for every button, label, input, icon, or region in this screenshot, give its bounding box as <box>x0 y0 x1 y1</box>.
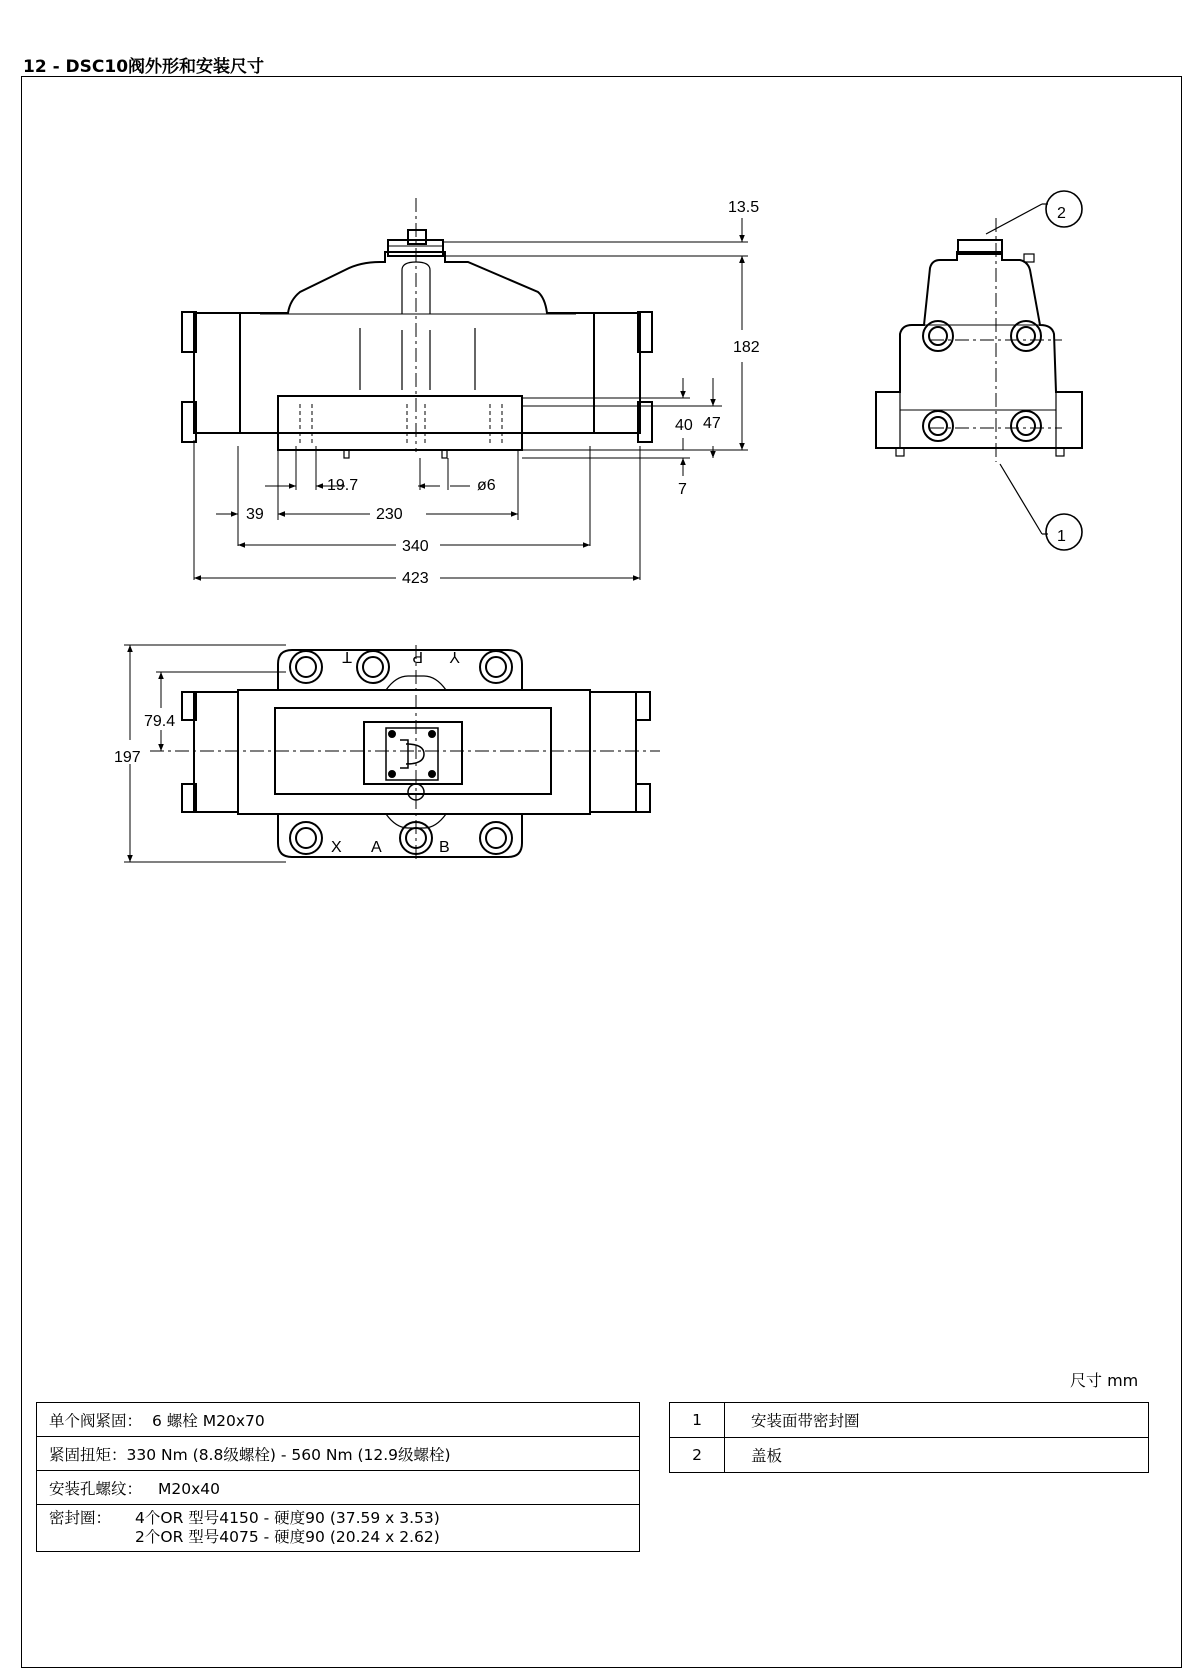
spec-label: 安装孔螺纹： <box>49 1479 143 1498</box>
port-label-a: A <box>371 839 382 856</box>
top-view <box>150 645 660 862</box>
spec-label: 密封圈： <box>49 1509 112 1527</box>
manufacturer-logo <box>400 740 424 768</box>
dim-40: 40 <box>675 417 693 434</box>
dim-19-7: 19.7 <box>327 477 359 494</box>
part-description: 安装面带密封圈 <box>725 1403 1149 1438</box>
part-description: 盖板 <box>725 1438 1149 1473</box>
spec-row <box>37 1403 640 1437</box>
parts-row <box>670 1403 1149 1438</box>
top-dimension-lines <box>124 645 286 862</box>
side-view <box>876 191 1082 550</box>
top-dimension-labels <box>114 713 175 766</box>
port-labels <box>331 648 460 856</box>
spec-row <box>37 1471 640 1505</box>
port-label-p: P <box>412 648 423 665</box>
spec-label: 紧固扭矩： <box>49 1445 127 1464</box>
callout-1: 1 <box>1057 528 1066 545</box>
dim-182: 182 <box>733 339 760 356</box>
dim-423: 423 <box>402 570 429 587</box>
spec-row <box>37 1505 640 1552</box>
spec-table <box>36 1402 640 1552</box>
parts-row <box>670 1438 1149 1473</box>
spec-value: M20x40 <box>158 1479 221 1498</box>
dim-13-5: 13.5 <box>728 199 760 216</box>
spec-label: 单个阀紧固： <box>49 1411 143 1430</box>
seal-line: 2个OR 型号4075 - 硬度90 (20.24 x 2.62) <box>135 1528 440 1546</box>
units-note: 尺寸 mm <box>1070 1371 1139 1390</box>
front-view <box>182 198 652 458</box>
part-number: 2 <box>670 1438 725 1473</box>
dim-230: 230 <box>376 506 403 523</box>
dim-79-4: 79.4 <box>144 713 176 730</box>
spec-row <box>37 1437 640 1471</box>
port-label-y: Y <box>449 648 460 665</box>
spec-value: 6 螺栓 M20x70 <box>152 1411 265 1430</box>
dim-47: 47 <box>703 415 721 432</box>
dim-39: 39 <box>246 506 264 523</box>
dim-7: 7 <box>678 481 687 498</box>
port-label-b: B <box>439 839 450 856</box>
spec-value: 330 Nm (8.8级螺栓) - 560 Nm (12.9级螺栓) <box>126 1445 451 1464</box>
callout-2: 2 <box>1057 205 1066 222</box>
port-label-x: X <box>331 839 342 856</box>
part-number: 1 <box>670 1403 725 1438</box>
dim-6: ø6 <box>477 477 496 494</box>
dim-340: 340 <box>402 538 429 555</box>
port-label-t: T <box>342 648 352 665</box>
section-title: 12 - DSC10阀外形和安装尺寸 <box>23 57 265 77</box>
parts-table <box>669 1402 1149 1473</box>
dim-197: 197 <box>114 749 141 766</box>
seal-line: 4个OR 型号4150 - 硬度90 (37.59 x 3.53) <box>135 1509 440 1527</box>
